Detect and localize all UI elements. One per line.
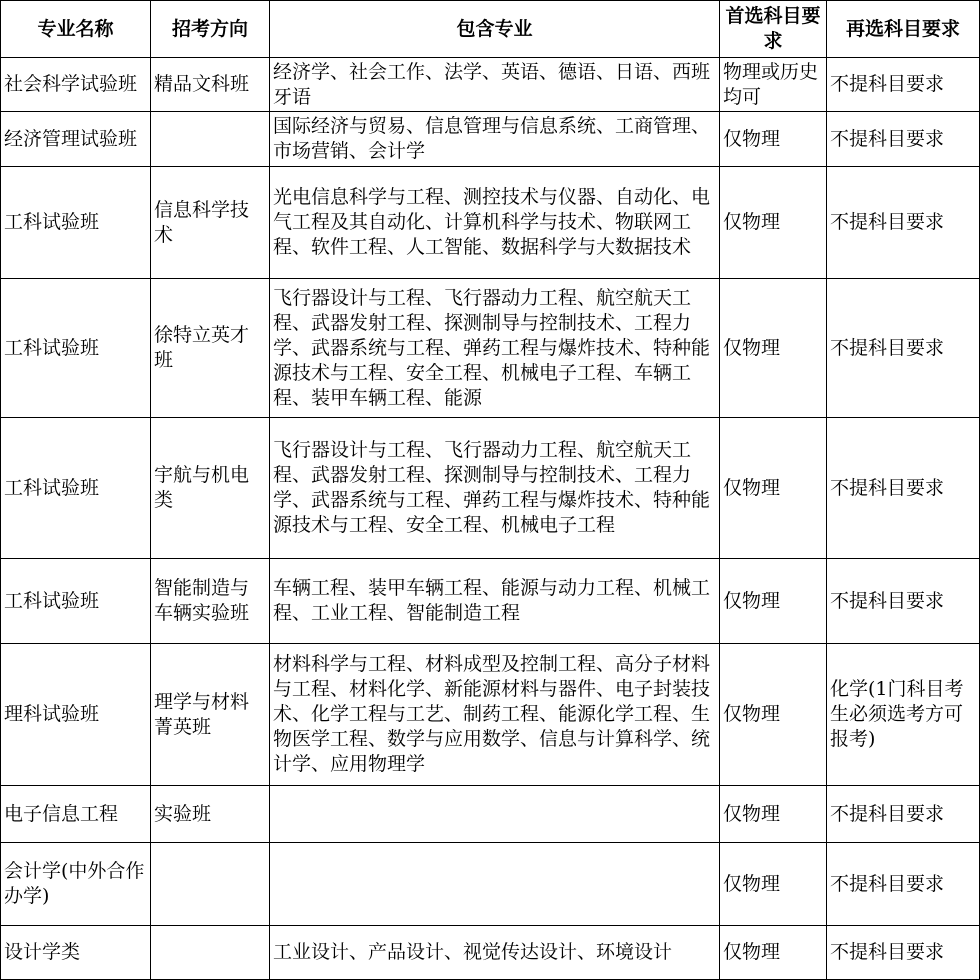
cell-major-name: 经济管理试验班 <box>1 112 151 167</box>
table-row <box>1 786 980 843</box>
cell-major-name: 工科试验班 <box>1 167 151 279</box>
cell-direction <box>151 926 270 980</box>
cell-second-subject: 不提科目要求 <box>827 559 980 644</box>
cell-included-majors: 工业设计、产品设计、视觉传达设计、环境设计 <box>270 926 720 980</box>
cell-second-subject: 不提科目要求 <box>827 279 980 418</box>
cell-first-subject: 仅物理 <box>720 279 827 418</box>
cell-second-subject: 不提科目要求 <box>827 926 980 980</box>
cell-direction: 精品文科班 <box>151 58 270 112</box>
cell-first-subject: 仅物理 <box>720 418 827 559</box>
table-row <box>1 559 980 644</box>
cell-included-majors: 国际经济与贸易、信息管理与信息系统、工商管理、市场营销、会计学 <box>270 112 720 167</box>
cell-direction: 徐特立英才班 <box>151 279 270 418</box>
cell-major-name: 设计学类 <box>1 926 151 980</box>
table-row <box>1 167 980 279</box>
cell-first-subject: 仅物理 <box>720 786 827 843</box>
cell-first-subject: 仅物理 <box>720 644 827 786</box>
cell-direction: 宇航与机电类 <box>151 418 270 559</box>
cell-second-subject: 不提科目要求 <box>827 167 980 279</box>
cell-included-majors: 经济学、社会工作、法学、英语、德语、日语、西班牙语 <box>270 58 720 112</box>
header-direction: 招考方向 <box>151 1 270 58</box>
table-row <box>1 58 980 112</box>
cell-included-majors: 车辆工程、装甲车辆工程、能源与动力工程、机械工程、工业工程、智能制造工程 <box>270 559 720 644</box>
cell-included-majors: 飞行器设计与工程、飞行器动力工程、航空航天工程、武器发射工程、探测制导与控制技术、工程力学、武器系统与工程、弹药工程与爆炸技术、特种能源技术与工程、安全工程、机械电子工程 <box>270 418 720 559</box>
header-second-subject: 再选科目要求 <box>827 1 980 58</box>
cell-major-name: 工科试验班 <box>1 418 151 559</box>
cell-second-subject: 不提科目要求 <box>827 418 980 559</box>
cell-included-majors <box>270 786 720 843</box>
table-row <box>1 112 980 167</box>
cell-major-name: 工科试验班 <box>1 279 151 418</box>
header-included-majors: 包含专业 <box>270 1 720 58</box>
cell-included-majors: 材料科学与工程、材料成型及控制工程、高分子材料与工程、材料化学、新能源材料与器件、电子封装技术、化学工程与工艺、制药工程、能源化学工程、生物医学工程、数学与应用数学、信息与计算科学、统计学、应用物理学 <box>270 644 720 786</box>
header-first-subject: 首选科目要求 <box>720 1 827 58</box>
cell-first-subject: 仅物理 <box>720 843 827 926</box>
cell-major-name: 电子信息工程 <box>1 786 151 843</box>
cell-major-name: 会计学(中外合作办学) <box>1 843 151 926</box>
cell-second-subject: 不提科目要求 <box>827 843 980 926</box>
table-row <box>1 843 980 926</box>
cell-direction: 信息科学技术 <box>151 167 270 279</box>
table-row <box>1 279 980 418</box>
cell-direction: 理学与材料菁英班 <box>151 644 270 786</box>
header-major-name: 专业名称 <box>1 1 151 58</box>
cell-first-subject: 仅物理 <box>720 167 827 279</box>
table-row <box>1 644 980 786</box>
cell-second-subject: 化学(1门科目考生必须选考方可报考) <box>827 644 980 786</box>
cell-second-subject: 不提科目要求 <box>827 786 980 843</box>
cell-direction: 实验班 <box>151 786 270 843</box>
cell-first-subject: 仅物理 <box>720 112 827 167</box>
cell-direction: 智能制造与车辆实验班 <box>151 559 270 644</box>
cell-included-majors: 光电信息科学与工程、测控技术与仪器、自动化、电气工程及其自动化、计算机科学与技术、物联网工程、软件工程、人工智能、数据科学与大数据技术 <box>270 167 720 279</box>
cell-included-majors <box>270 843 720 926</box>
cell-major-name: 社会科学试验班 <box>1 58 151 112</box>
cell-direction <box>151 843 270 926</box>
cell-first-subject: 物理或历史均可 <box>720 58 827 112</box>
header-row <box>1 1 980 58</box>
table-row <box>1 926 980 980</box>
cell-second-subject: 不提科目要求 <box>827 58 980 112</box>
cell-included-majors: 飞行器设计与工程、飞行器动力工程、航空航天工程、武器发射工程、探测制导与控制技术、工程力学、武器系统与工程、弹药工程与爆炸技术、特种能源技术与工程、安全工程、机械电子工程、车辆工程、装甲车辆工程、能源 <box>270 279 720 418</box>
cell-first-subject: 仅物理 <box>720 926 827 980</box>
cell-major-name: 理科试验班 <box>1 644 151 786</box>
cell-direction <box>151 112 270 167</box>
table-row <box>1 418 980 559</box>
cell-first-subject: 仅物理 <box>720 559 827 644</box>
cell-major-name: 工科试验班 <box>1 559 151 644</box>
cell-second-subject: 不提科目要求 <box>827 112 980 167</box>
